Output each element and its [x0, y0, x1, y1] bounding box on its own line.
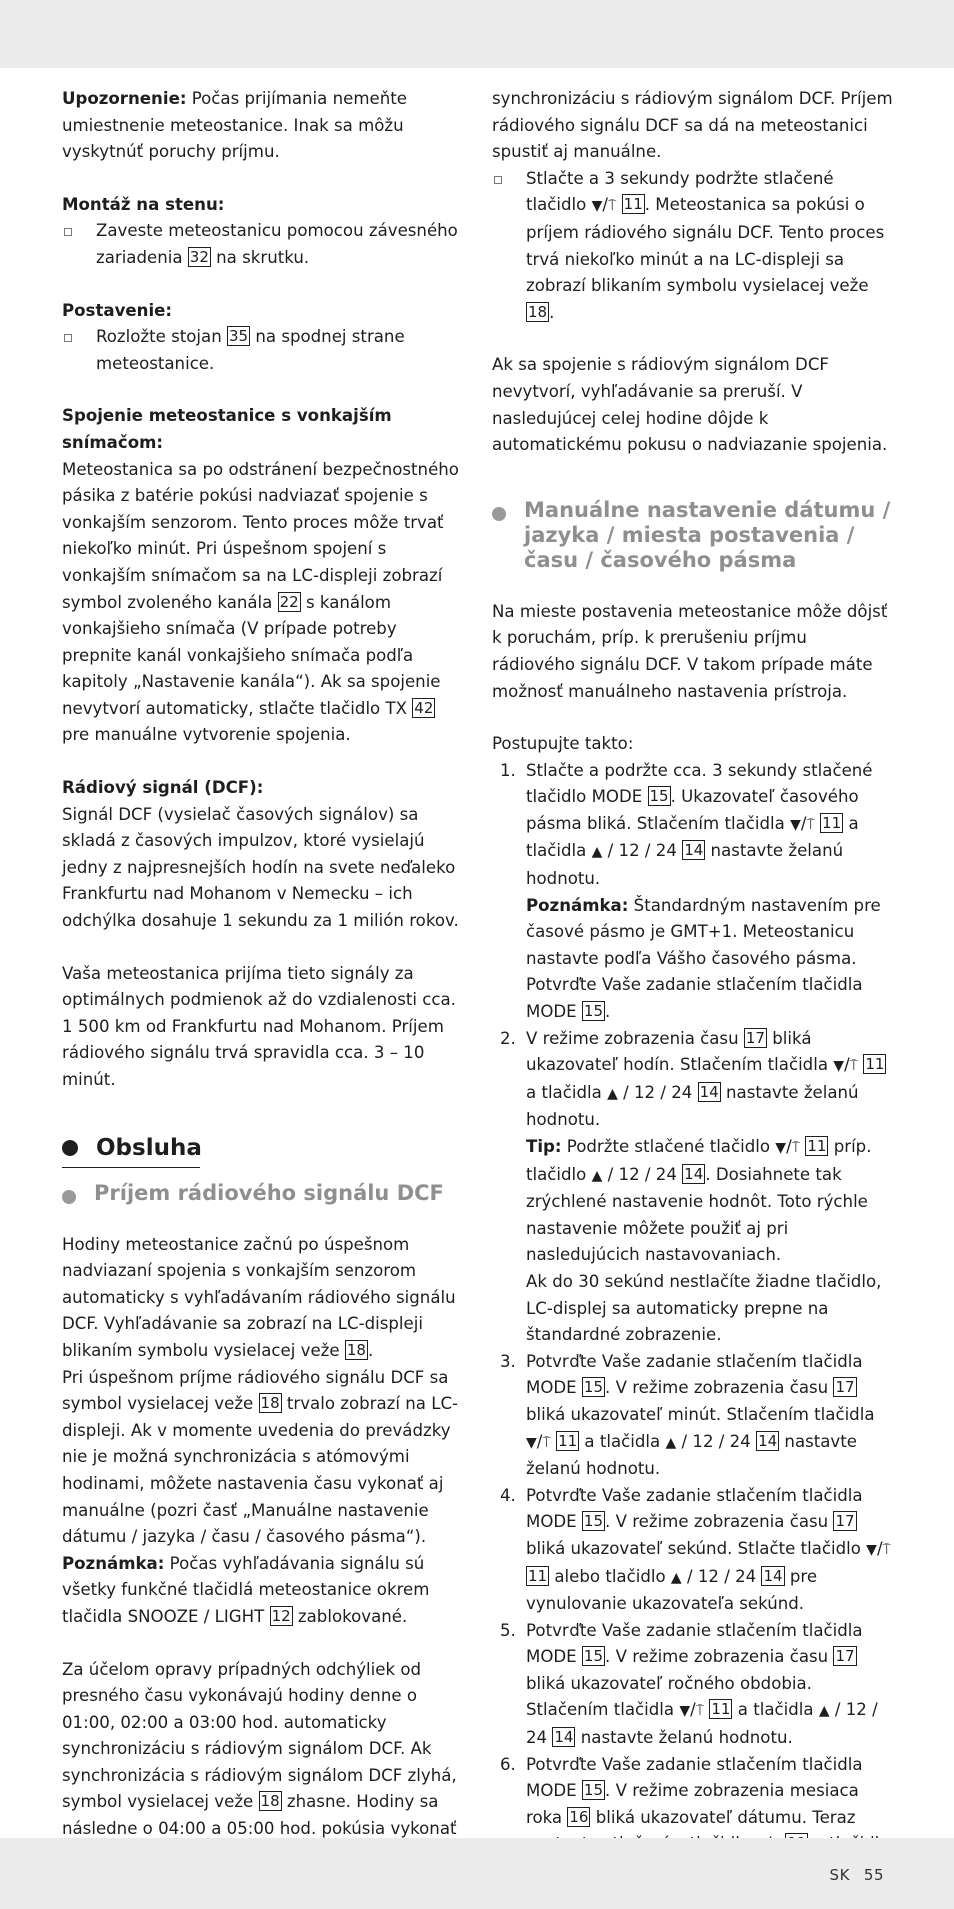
step-text: / 12 / 24 — [526, 1700, 878, 1748]
down-arrow-icon: ▼ — [591, 198, 603, 215]
ref-box: 14 — [699, 1082, 719, 1101]
bullet-text-a: Stlačte a 3 sekundy podržte stlačené tlačidlo — [526, 168, 834, 215]
wall-mount-bullet — [62, 218, 465, 271]
operation-heading-text: Obsluha — [96, 1134, 202, 1161]
bullet-dot-icon — [62, 1140, 78, 1156]
step-number: 3. — [500, 1351, 516, 1371]
dcf-reception-heading — [62, 1181, 465, 1206]
dcf-paragraph-1: Signál DCF (vysielač časových signálov) sa skladá z časových impulzov, ktoré vysielajú jedny z najpresnejších hodín na svete neďaleko Frankfurtu nad Mohanom v Nemecku – ich odchýlka dosahuje 1 sekundu za 1 milión rokov. — [62, 804, 459, 931]
ref-box: 14 — [763, 1566, 783, 1585]
stand-text-a: Rozložte stojan — [96, 327, 227, 347]
note-text-a: Počas vyhľadávania signálu sú všetky funkčné tlačidlá meteostanice okrem tlačidla SNOOZE / LIGHT — [62, 1553, 430, 1626]
step-4: 4. Potvrďte Vaše zadanie stlačením tlačidla MODE 15 . V režime zobrazenia času 17 bliká ukazovateľ sekúnd. Stlačte tlačidlo ▼/⍑ 11 alebo tlačidlo ▲ / 12 / 24 14 pre vynulovanie ukazovateľa sekúnd. — [492, 1483, 894, 1618]
step-text: Potvrďte Vaše zadanie stlačením tlačidla MODE — [526, 1351, 863, 1398]
note-paragraph — [62, 1551, 465, 1631]
step-text: . V režime zobrazenia času — [605, 1647, 834, 1667]
sensor-text-c: pre manuálne vytvorenie spojenia. — [62, 725, 351, 745]
down-arrow-icon: ▼ — [775, 1140, 787, 1156]
down-arrow-icon: ▼ — [790, 816, 801, 833]
step-number: 6. — [500, 1754, 516, 1774]
ref-box: 18 — [346, 1340, 366, 1359]
ref-box: 14 — [758, 1431, 778, 1450]
wall-mount-text-b: na skrutku. — [210, 247, 310, 267]
step-text: . V režime zobrazenia času — [605, 1378, 834, 1398]
step-text: / 12 / 24 — [676, 1431, 757, 1451]
step-text: V režime zobrazenia času — [526, 1028, 744, 1048]
step-text: nastavte želanú hodnotu. — [526, 841, 844, 889]
step-text: Štandardným nastavením pre časové pásmo je GMT+1. Meteostanicu nastavte podľa Vášho časového pásma. Potvrďte Vaše zadanie stlačením tlačidla MODE — [526, 895, 881, 1022]
ref-box: 11 — [865, 1055, 885, 1074]
step-number: 1. — [500, 760, 516, 780]
step-text: Stlačte a podržte cca. 3 sekundy stlačené tlačidlo MODE — [526, 760, 873, 807]
ref-box: 17 — [835, 1647, 855, 1666]
step-text: alebo tlačidlo — [549, 1566, 671, 1586]
ref-box: 11 — [822, 813, 842, 832]
note-label: Poznámka: — [526, 895, 629, 915]
ref-box: 42 — [414, 698, 434, 717]
ref-box: 12 — [271, 1606, 291, 1625]
antenna-icon: ⍑ — [542, 1434, 551, 1451]
ref-box: 14 — [684, 841, 704, 860]
up-arrow-icon: ▲ — [591, 1167, 603, 1184]
down-arrow-icon: ▼ — [526, 1434, 537, 1451]
procedure-intro: Postupujte takto: — [492, 734, 634, 754]
step-text: bliká ukazovateľ minút. Stlačením tlačidla — [526, 1404, 875, 1424]
down-arrow-icon: ▼ — [866, 1541, 877, 1558]
operation-heading — [62, 1133, 465, 1163]
step-text: a tlačidla — [579, 1431, 666, 1451]
step-text: . — [605, 1002, 611, 1022]
step-text: nastavte želanú hodnotu. — [526, 1431, 857, 1479]
tip-label: Tip: — [526, 1137, 562, 1156]
bullet-text-b: . Meteostanica sa pokúsi o príjem rádiového signálu DCF. Tento proces trvá niekoľko minút a na LC-displeji sa zobrazí blikaním symbolu vysielacej veže — [526, 195, 885, 296]
wall-mount-title: Montáž na stenu: — [62, 194, 225, 214]
reception-text-b: . — [367, 1340, 374, 1360]
bullet-dot-icon — [492, 507, 506, 521]
step-text: Ak do 30 sekúnd nestlačíte žiadne tlačidlo, LC-displej sa automaticky prepne na štandardné zobrazenie. — [526, 1271, 882, 1345]
step-text: bliká ukazovateľ sekúnd. Stlačte tlačidlo — [526, 1538, 867, 1558]
ref-box: 22 — [279, 592, 299, 611]
warning-label: Upozornenie: — [62, 89, 187, 108]
ref-box: 14 — [554, 1728, 574, 1747]
step-text: Potvrďte Vaše zadanie stlačením tlačidla MODE — [526, 1485, 863, 1532]
sensor-text-b: s kanálom vonkajšieho snímača (V prípade potreby prepnite kanál vonkajšieho snímača podľa kapitoly „Nastavenie kanála“). Ak sa spojenie nevytvorí automaticky, stlačte tlačidlo TX — [62, 592, 441, 718]
up-arrow-icon: ▲ — [591, 844, 603, 861]
ref-box: 32 — [189, 247, 209, 266]
antenna-icon: ⍑ — [849, 1058, 859, 1075]
ref-box: 15 — [583, 1512, 604, 1531]
step-text: Podržte stlačené tlačidlo — [561, 1137, 776, 1156]
stand-title: Postavenie: — [62, 300, 173, 320]
manual-setting-heading — [492, 498, 894, 573]
antenna-icon: ⍑ — [882, 1541, 891, 1558]
step-text: nastavte želanú hodnotu. — [526, 1082, 859, 1130]
warning-text: Počas prijímania nemeňte umiestnenie meteostanice. Inak sa môžu vyskytnúť poruchy príjmu. — [62, 89, 407, 162]
ref-box: 18 — [528, 302, 548, 321]
up-arrow-icon: ▲ — [665, 1434, 677, 1451]
bullet-text-c: . — [549, 302, 555, 322]
ref-box: 11 — [623, 195, 643, 214]
step-text: . Dosiahnete tak zrýchlené nastavenie hodnôt. Toto rýchle nastavenie môžete použiť aj pri nasledujúcich nastavovaniach. — [526, 1164, 868, 1265]
correction-paragraph — [62, 1657, 465, 1843]
correction-text-b: zhasne. Hodiny sa následne o 04:00 a 05:00 hod. pokúsia vykonať — [62, 1792, 457, 1839]
note-text-b: zablokované. — [292, 1606, 408, 1626]
step-text: . V režime zobrazenia mesiaca roka — [526, 1781, 859, 1827]
ref-box: 35 — [228, 327, 249, 346]
antenna-icon: ⍑ — [791, 1140, 801, 1156]
left-column — [62, 86, 465, 1843]
up-arrow-icon: ▲ — [607, 1085, 618, 1102]
ref-box: 18 — [260, 1394, 280, 1413]
antenna-icon: ⍑ — [695, 1703, 705, 1720]
step-number: 4. — [500, 1485, 516, 1505]
reception-paragraph-2 — [62, 1365, 465, 1551]
step-text: / 12 / 24 — [681, 1566, 762, 1586]
page-number: 55 — [863, 1866, 884, 1884]
sensor-connection-paragraph — [62, 457, 465, 750]
reception-text-a: Hodiny meteostanice začnú po úspešnom nadviazaní spojenia s vonkajším senzorom automaticky s vyhľadávaním rádiového signálu DCF. Vyhľadávanie sa zobrazí na LC-displeji blikaním symbolu vysielacej veže — [62, 1234, 456, 1360]
ref-box: 11 — [711, 1700, 731, 1719]
step-5: 5. Potvrďte Vaše zadanie stlačením tlačidla MODE 15 . V režime zobrazenia času 17 bliká ukazovateľ ročného obdobia. Stlačením tlačidla ▼/⍑ 11 a tlačidla ▲ / 12 / 24 14 nastavte želanú hodnotu. — [492, 1618, 894, 1752]
step-text: . Ukazovateľ časového pásma bliká. Stlačením tlačidla — [526, 787, 859, 833]
ref-box: 15 — [583, 1378, 604, 1397]
step-3: 3. Potvrďte Vaše zadanie stlačením tlačidla MODE 15 . V režime zobrazenia času 17 bliká ukazovateľ minút. Stlačením tlačidla ▼/⍑ 11 a tlačidla ▲ / 12 / 24 14 nastavte želanú hodnotu. — [492, 1349, 894, 1483]
step-1: 1. Stlačte a podržte cca. 3 sekundy stlačené tlačidlo MODE 15 . Ukazovateľ časového pásma bliká. Stlačením tlačidla ▼/⍑ 11 a tlačidla ▲ / 12 / 24 14 nastavte želanú hodnotu. Poznámka: Štandardným nastavením pre časové pásmo je GMT+1. Meteostanicu nastavte podľa Vášho časového pásma. Potvrďte Vaše zadanie stlačením tlačidla MODE 15 . — [492, 758, 894, 1026]
down-arrow-icon: ▼ — [679, 1703, 691, 1720]
step-2: 2. V režime zobrazenia času 17 bliká ukazovateľ hodín. Stlačením tlačidla ▼/⍑ 11 a tlačidla ▲ / 12 / 24 14 nastavte želanú hodnotu. Tip: Podržte stlačené tlačidlo ▼/⍑ 11 príp. tlačidlo ▲ / 12 / 24 14 . Dosiahnete tak zrýchlené nastavenie hodnôt. Toto rýchle nastavenie môžete použiť aj pri nasledujúcich nastavovaniach. Ak do 30 sekúnd nestlačíte žiadne tlačidlo, LC-displej sa automaticky prepne na štandardné zobrazenie. — [492, 1026, 894, 1349]
correction-text-a: Za účelom opravy prípadných odchýliek od presného času vykonávajú hodiny denne o 01:00, 02:00 a 03:00 hod. automaticky synchronizáciu s rádiovým signálom DCF. Ak synchronizácia s rádiovým signálom DCF zlyhá, symbol vysielacej veže — [62, 1659, 457, 1812]
down-arrow-icon: ▼ — [833, 1058, 845, 1075]
step-text: . V režime zobrazenia času — [605, 1512, 834, 1532]
connection-fail-paragraph: Ak sa spojenie s rádiovým signálom DCF nevytvorí, vyhľadávanie sa preruší. V nasledujúcej celej hodine dôjde k automatickému pokusu o nadviazanie spojenia. — [492, 355, 888, 455]
step-text: bliká ukazovateľ dátumu. Teraz — [595, 1807, 856, 1827]
reception-paragraph-1 — [62, 1232, 465, 1365]
manual-setting-paragraph: Na mieste postavenia meteostanice môže dôjsť k poruchám, príp. k prerušeniu príjmu rádiového signálu DCF. V takom prípade máte možnosť manuálneho nastavenia prístroja. — [492, 601, 888, 701]
stand-text-b: na spodnej strane meteostanice. — [96, 327, 405, 373]
note-label: Poznámka: — [62, 1553, 165, 1573]
ref-box: 18 — [260, 1792, 280, 1811]
dcf-reception-heading-text: Príjem rádiového signálu DCF — [94, 1180, 444, 1205]
step-text: a tlačidla — [526, 813, 859, 861]
step-text: / 12 / 24 — [602, 841, 683, 861]
reception-text-d: trvalo zobrazí na LC-displeji. Ak v momente uvedenia do prevádzky nie je možná synchronizácia s atómovými hodinami, môžete nastavenia času vykonať aj manuálne (pozri časť „Manuálne nastavenie dátumu / jazyka / času / časového pásma“). — [62, 1394, 459, 1547]
dcf-title: Rádiový signál (DCF): — [62, 778, 264, 798]
step-text: / 12 / 24 — [617, 1082, 698, 1102]
manual-setting-heading-text: Manuálne nastavenie dátumu / jazyka / miesta postavenia / času / časového pásma — [524, 497, 891, 572]
ref-box: 15 — [583, 1002, 604, 1021]
step-text: príp. tlačidlo — [526, 1137, 872, 1184]
page-footer — [830, 1866, 884, 1884]
ref-box: 17 — [835, 1512, 855, 1531]
sensor-connection-title: Spojenie meteostanice s vonkajším snímačom: — [62, 406, 392, 452]
step-text: pre vynulovanie ukazovateľa sekúnd. — [526, 1566, 818, 1614]
ref-box: 15 — [583, 1647, 604, 1666]
step-text: bliká ukazovateľ ročného obdobia. Stlačením tlačidla — [526, 1673, 812, 1720]
bullet-dot-icon — [62, 1190, 76, 1204]
continued-paragraph: synchronizáciu s rádiovým signálom DCF. Príjem rádiového signálu DCF sa dá na meteostanici spustiť aj manuálne. — [492, 89, 893, 162]
step-text: a tlačidla — [526, 1082, 608, 1102]
step-text: / 12 / 24 — [602, 1164, 683, 1184]
language-code: SK — [829, 1866, 850, 1884]
stand-bullet — [62, 324, 465, 377]
step-number: 2. — [500, 1028, 516, 1048]
sensor-text-a: Meteostanica sa po odstránení bezpečnostného pásika z batérie pokúsi nadviazať spojenie s vonkajším senzorom. Tento proces môže trvať niekoľko minút. Pri úspešnom spojení s vonkajším snímačom sa na LC-displeji zobrazí symbol zvoleného kanála — [62, 459, 459, 612]
step-number: 5. — [500, 1620, 516, 1640]
dcf-paragraph-2: Vaša meteostanica prijíma tieto signály za optimálnych podmienok až do vzdialenosti cca. 1 500 km od Frankfurtu nad Mohanom. Príjem rádiového signálu trvá spravidla cca. 3 – 10 minút. — [62, 963, 456, 1089]
ref-box: 16 — [569, 1807, 589, 1826]
ref-box: 15 — [649, 787, 669, 806]
steps-list — [492, 758, 894, 1859]
step-text: nastavte želanú hodnotu. — [575, 1728, 793, 1748]
ref-box: 14 — [684, 1164, 704, 1183]
up-arrow-icon: ▲ — [670, 1569, 682, 1586]
right-column — [492, 86, 894, 1859]
step-text: bliká ukazovateľ hodín. Stlačením tlačidla — [526, 1028, 834, 1075]
reception-text-c: Pri úspešnom príjme rádiového signálu DCF sa symbol vysielacej veže — [62, 1367, 449, 1414]
ref-box: 11 — [558, 1431, 578, 1450]
ref-box: 11 — [807, 1137, 827, 1155]
ref-box: 17 — [835, 1378, 855, 1397]
step-text: Potvrďte Vaše zadanie stlačením tlačidla MODE — [526, 1754, 863, 1801]
ref-box: 17 — [745, 1028, 765, 1047]
manual-dcf-bullet: Stlačte a 3 sekundy podržte stlačené tlačidlo ▼/⍑ 11 . Meteostanica sa pokúsi o príjem rádiového signálu DCF. Tento proces trvá niekoľko minút a na LC-displeji sa zobrazí blikaním symbolu vysielacej veže 18 . — [492, 166, 894, 327]
footer-band — [0, 1838, 954, 1909]
header-band — [0, 0, 954, 68]
ref-box: 11 — [528, 1566, 548, 1585]
step-text: Potvrďte Vaše zadanie stlačením tlačidla MODE — [526, 1620, 863, 1667]
antenna-icon: ⍑ — [607, 198, 617, 215]
antenna-icon: ⍑ — [806, 816, 815, 833]
ref-box: 15 — [583, 1781, 604, 1800]
step-text: a tlačidla — [732, 1700, 819, 1720]
up-arrow-icon: ▲ — [818, 1703, 830, 1720]
wall-mount-text-a: Zaveste meteostanicu pomocou závesného zariadenia — [96, 221, 458, 267]
warning-paragraph — [62, 86, 465, 166]
